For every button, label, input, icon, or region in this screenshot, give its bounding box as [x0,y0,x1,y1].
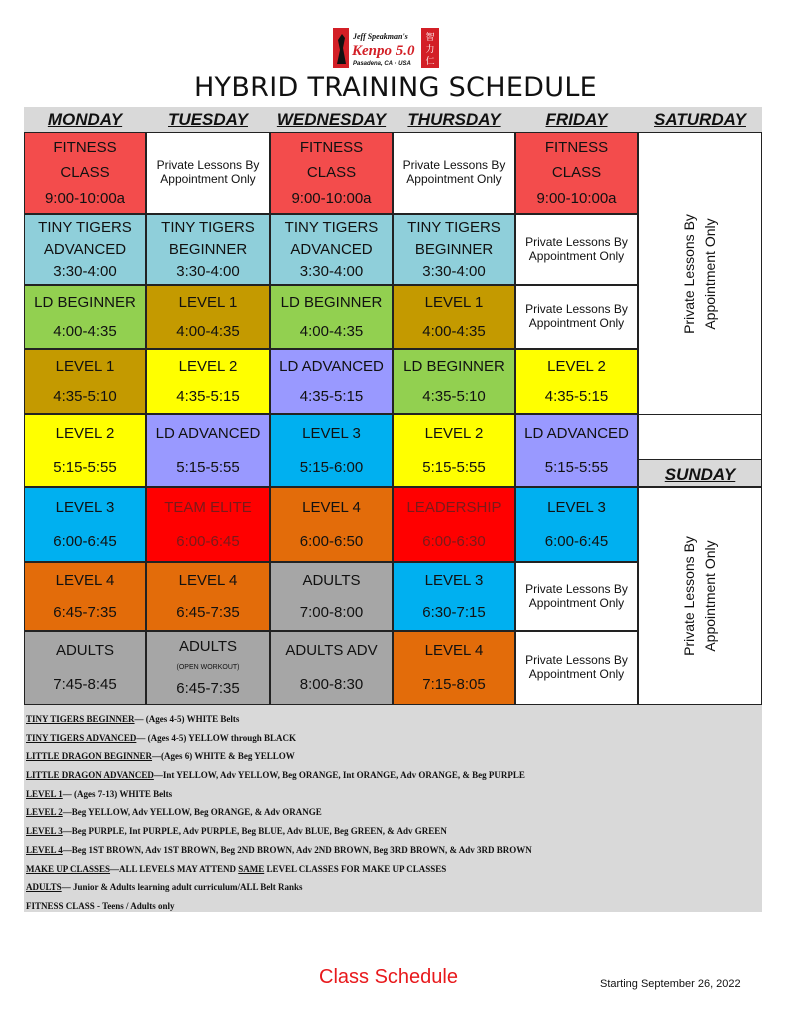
class-name: FITNESS [53,139,117,157]
day-header-thursday: THURSDAY [407,110,501,129]
class-cell [270,631,393,705]
day-header-saturday: SATURDAY [654,110,746,129]
saturday-private-lessons: Private Lessons By Appointment Only [638,132,762,415]
legend-text: FITNESS CLASS - Teens / Adults only [26,900,175,911]
class-time: 7:45-8:45 [53,676,117,694]
class-time: 6:00-6:45 [544,533,609,551]
class-time: 6:00-6:45 [53,533,117,551]
class-name: Private Lessons By [156,158,260,173]
class-name: CLASS [60,164,110,182]
class-name: BEGINNER [414,240,494,258]
class-time: 9:00-10:00a [536,189,617,207]
class-name: LEVEL 2 [424,425,484,443]
class-time: 4:00-4:35 [53,322,117,340]
class-name: LEVEL 1 [424,293,484,311]
class-name: ADULTS ADV [285,642,378,660]
legend-text: —ALL LEVELS MAY ATTEND [110,863,239,874]
class-name: Appointment Only [160,172,256,186]
legend-line [26,803,760,822]
class-name: LEVEL 3 [55,498,115,516]
legend-label: LEVEL 3 [26,826,63,837]
class-time: 4:00-4:35 [299,322,364,340]
class-name: LD BEGINNER [403,358,505,376]
class-cell [146,631,270,705]
class-name: LEVEL 3 [424,572,484,590]
day-header-wednesday: WEDNESDAY [276,110,387,129]
svg-text:仁: 仁 [425,57,435,67]
class-time: 6:45-7:35 [53,603,117,621]
day-header-friday: FRIDAY [545,110,608,129]
class-name: LD ADVANCED [279,358,384,376]
class-cell [146,214,270,285]
class-name: LD ADVANCED [155,425,261,443]
class-cell [515,414,638,487]
legend-text: —Beg PURPLE, Int PURPLE, Adv PURPLE, Beg BLUE, Adv BLUE, Beg GREEN, & Adv GREEN [62,826,447,837]
class-note: (OPEN WORKOUT) [176,664,240,672]
class-name: TEAM ELITE [164,498,252,516]
class-cell [515,349,638,414]
class-cell [393,414,515,487]
class-name: LD ADVANCED [524,425,629,443]
legend-label: TINY TIGERS BEGINNER [26,714,135,724]
class-name: Private Lessons By [525,653,628,668]
class-cell [146,414,270,487]
class-time: 5:15-6:00 [299,458,364,476]
class-name: LEVEL 4 [302,498,361,516]
private-lessons-cell [146,132,270,214]
legend-line [26,822,760,841]
legend-line [26,785,760,804]
class-name: LEVEL 3 [302,425,361,443]
class-name: Appointment Only [528,595,625,610]
class-name: ADULTS [55,642,115,660]
class-name: Appointment Only [406,172,502,186]
class-time: 6:00-6:50 [299,533,364,551]
class-cell [24,285,146,349]
legend-text: — Junior & Adults learning adult curriculum/ALL Belt Ranks [61,882,303,893]
class-cell [24,132,146,214]
class-time: 3:30-4:00 [53,262,117,280]
logo-location: Pasadena, CA · USA [353,61,411,67]
schedule-grid [24,107,762,912]
class-cell [515,487,638,562]
legend-text: —Int YELLOW, Adv YELLOW, Beg ORANGE, Int ORANGE, Adv ORANGE, & Beg PURPLE [153,770,525,781]
logo-brand: Kenpo 5.0 [352,43,415,59]
class-name: ADULTS [302,572,361,590]
legend-line [26,747,760,766]
class-name: LEVEL 4 [424,642,484,660]
class-time: 6:00-6:45 [176,533,240,551]
footer-start-date: Starting September 26, 2022 [600,978,741,990]
class-name: ADULTS [178,638,238,656]
class-name: Appointment Only [528,316,625,330]
class-name: LD BEGINNER [34,293,136,311]
class-cell [270,562,393,631]
class-name: TINY TIGERS [407,219,501,237]
day-header-monday: MONDAY [47,110,123,129]
class-time: 6:45-7:35 [176,603,240,621]
class-time: 9:00-10:00a [44,189,126,207]
class-name: LEVEL 1 [55,358,115,376]
day-header-sunday: SUNDAY [638,459,762,487]
class-name: FITNESS [544,139,609,157]
legend-label: LEVEL 2 [26,807,63,818]
legend-text: —Beg YELLOW, Adv YELLOW, Beg ORANGE, & Adv ORANGE [62,807,322,818]
class-name: ADVANCED [43,240,127,258]
class-time: 6:45-7:35 [176,680,240,698]
class-name: LEVEL 4 [178,572,238,590]
class-time: 4:00-4:35 [422,322,486,340]
class-name: CLASS [551,164,602,182]
belt-legend [26,710,760,916]
class-time: 4:35-5:10 [422,387,486,405]
class-time: 3:30-4:00 [176,262,240,280]
class-name: LEVEL 4 [55,572,115,590]
class-time: 7:00-8:00 [299,603,364,621]
legend-line [26,729,760,748]
class-name: LEVEL 2 [547,358,606,376]
class-time: 6:30-7:15 [422,603,486,621]
private-lessons-cell [515,285,638,349]
class-name: BEGINNER [168,240,248,258]
class-time: 5:15-5:55 [422,458,486,476]
class-name: TINY TIGERS [161,219,255,237]
legend-line [26,841,760,860]
legend-label: ADULTS [26,882,62,893]
class-time: 6:00-6:30 [422,533,486,551]
class-name: LEVEL 2 [178,358,238,376]
legend-text: —(Ages 6) WHITE & Beg YELLOW [152,751,295,762]
class-time: 4:35-5:15 [299,387,364,405]
class-time: 5:15-5:55 [176,458,240,476]
logo-tagline: Jeff Speakman's [353,32,408,41]
class-time: 5:15-5:55 [544,458,609,476]
class-cell [393,349,515,414]
class-name: TINY TIGERS [38,219,132,237]
private-lessons-cell [515,562,638,631]
class-cell [24,487,146,562]
class-name: CLASS [306,164,357,182]
day-header-tuesday: TUESDAY [168,110,248,129]
private-lessons-cell [515,631,638,705]
class-time: 3:30-4:00 [422,262,486,280]
class-time: 9:00-10:00a [291,189,372,207]
class-name: LEVEL 2 [55,425,115,443]
class-name: Private Lessons By [525,234,628,249]
class-name: FITNESS [299,139,364,157]
legend-line [26,766,760,785]
class-name: TINY TIGERS [284,219,379,237]
class-name: Private Lessons By [402,158,506,173]
class-time: 8:00-8:30 [299,676,364,694]
class-time: 4:00-4:35 [176,322,240,340]
class-name: Private Lessons By [525,302,628,317]
legend-label: LEVEL 4 [26,844,63,855]
class-cell [393,214,515,285]
class-name: Appointment Only [528,667,625,681]
class-cell [24,214,146,285]
class-cell [146,487,270,562]
legend-text: LEVEL CLASSES FOR MAKE UP CLASSES [264,863,447,874]
legend-line [26,860,760,879]
class-cell [270,285,393,349]
legend-text: —Beg 1ST BROWN, Adv 1ST BROWN, Beg 2ND BROWN, Adv 2ND BROWN, Beg 3RD BROWN, & Adv 3RD BROWN [62,844,532,855]
class-cell [270,487,393,562]
class-time: 4:35-5:10 [53,387,117,405]
legend-text: — (Ages 4-5) YELLOW through BLACK [136,732,296,743]
class-cell [393,562,515,631]
class-name: LEVEL 1 [178,293,238,311]
class-name: LD BEGINNER [280,293,383,311]
class-name: LEVEL 3 [547,498,606,516]
class-time: 7:15-8:05 [422,676,486,694]
class-cell [24,562,146,631]
class-time: 3:30-4:00 [299,262,364,280]
legend-label: MAKE UP CLASSES [26,863,111,874]
legend-line [26,878,760,897]
private-lessons-cell [515,214,638,285]
class-cell [393,631,515,705]
legend-text: — (Ages 4-5) WHITE Belts [134,714,240,724]
class-cell [146,285,270,349]
legend-label: LEVEL 1 [26,788,63,799]
svg-text:力: 力 [425,45,435,55]
class-cell [270,132,393,214]
class-cell [270,414,393,487]
class-cell [393,285,515,349]
legend-label: LITTLE DRAGON ADVANCED [26,770,154,781]
class-cell [515,132,638,214]
private-lessons-cell [393,132,515,214]
class-cell [146,562,270,631]
saturday-empty-cell [638,414,762,460]
footer-class-schedule: Class Schedule [319,966,458,988]
legend-label: LITTLE DRAGON BEGINNER [26,751,153,762]
legend-text: — (Ages 7-13) WHITE Belts [62,788,173,799]
class-cell [24,414,146,487]
legend-line [26,710,760,729]
legend-label: TINY TIGERS ADVANCED [26,732,137,743]
legend-line [26,897,760,916]
class-name: ADVANCED [290,240,373,258]
class-cell [24,349,146,414]
sunday-private-lessons: Private Lessons By Appointment Only [638,487,762,705]
page-title: HYBRID TRAINING SCHEDULE [193,72,598,103]
class-name: Private Lessons By [525,581,628,596]
legend-label: SAME [238,863,265,874]
kenpo-logo [333,28,439,68]
class-time: 4:35-5:15 [544,387,609,405]
class-cell [24,631,146,705]
class-name: LEADERSHIP [406,498,502,516]
class-cell [393,487,515,562]
class-time: 4:35-5:15 [176,387,240,405]
class-name: Appointment Only [528,248,625,263]
class-cell [270,214,393,285]
class-cell [270,349,393,414]
class-cell [146,349,270,414]
class-time: 5:15-5:55 [53,458,117,476]
logo-kanji: 智 [425,33,435,43]
